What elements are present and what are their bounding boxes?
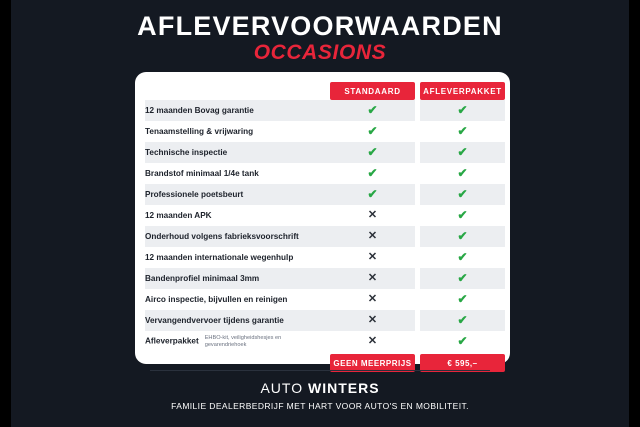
table-row (145, 331, 505, 352)
standaard-mark (330, 226, 415, 247)
table-row (145, 226, 505, 247)
check-icon: ✔ (367, 124, 378, 138)
table-row (145, 184, 505, 205)
feature-label: 12 maanden internationale wegenhulp (145, 253, 294, 262)
standaard-mark (330, 163, 415, 184)
check-icon: ✔ (457, 250, 468, 264)
check-icon: ✔ (457, 271, 468, 285)
cross-icon: ✕ (367, 272, 378, 284)
standaard-mark (330, 289, 415, 310)
table-row (145, 205, 505, 226)
cross-icon: ✕ (367, 293, 378, 305)
feature-label: Vervangendvervoer tijdens garantie (145, 310, 330, 331)
feature-label: 12 maanden Bovag garantie (145, 100, 330, 121)
check-icon: ✔ (367, 145, 378, 159)
feature-label: Tenaamstelling & vrijwaring (145, 127, 254, 136)
check-icon: ✔ (367, 166, 378, 180)
afleverpakket-column-header (420, 81, 505, 100)
afleverpakket-label: AFLEVERPAKKET (420, 82, 505, 100)
left-letterbox-bar (0, 0, 11, 427)
standaard-mark (330, 247, 415, 268)
afleverpakket-mark (420, 226, 505, 247)
afleverpakket-mark (420, 163, 505, 184)
check-icon: ✔ (457, 124, 468, 138)
feature-label: Onderhoud volgens fabrieksvoorschrift (145, 226, 330, 247)
cross-icon: ✕ (367, 251, 378, 263)
check-icon: ✔ (367, 187, 378, 201)
afleverpakket-mark (420, 184, 505, 205)
check-icon: ✔ (457, 313, 468, 327)
feature-label: Airco inspectie, bijvullen en reinigen (145, 295, 288, 304)
feature-label: Professionele poetsbeurt (145, 184, 330, 205)
cross-icon: ✕ (367, 314, 378, 326)
standaard-column-header (330, 81, 415, 100)
standaard-mark (330, 184, 415, 205)
check-icon: ✔ (457, 229, 468, 243)
feature-label: Brandstof minimaal 1/4e tank (145, 169, 259, 178)
feature-note: EHBO-kit, veiligheidshesjes en gevarendriehoek (204, 335, 282, 348)
check-icon: ✔ (457, 292, 468, 306)
afleverpakket-mark (420, 289, 505, 310)
feature-label (145, 331, 330, 352)
table-row (145, 142, 505, 163)
check-icon: ✔ (367, 103, 378, 117)
feature-label: Technische inspectie (145, 142, 330, 163)
afleverpakket-mark (420, 205, 505, 226)
table-body (145, 100, 505, 352)
table-row (145, 247, 505, 268)
table-row (145, 310, 505, 331)
standaard-mark (330, 331, 415, 352)
poster-header (0, 0, 640, 64)
brand-name-bold: WINTERS (307, 380, 380, 396)
afleverpakket-mark (420, 100, 505, 121)
standaard-mark (330, 310, 415, 331)
right-letterbox-bar (629, 0, 640, 427)
check-icon: ✔ (457, 103, 468, 117)
footer-divider (150, 370, 490, 371)
check-icon: ✔ (457, 187, 468, 201)
afleverpakket-mark (420, 247, 505, 268)
afleverpakket-mark (420, 331, 505, 352)
check-icon: ✔ (457, 166, 468, 180)
table-header (145, 81, 505, 100)
afleverpakket-mark (420, 310, 505, 331)
check-icon: ✔ (457, 334, 468, 348)
standaard-price-badge: GEEN MEERPRIJS (330, 354, 415, 372)
brand-tagline: FAMILIE DEALERBEDRIJF MET HART VOOR AUTO'S EN MOBILITEIT. (171, 401, 469, 411)
standaard-mark (330, 142, 415, 163)
standaard-mark (330, 268, 415, 289)
standaard-mark (330, 205, 415, 226)
brand-name (0, 380, 640, 396)
check-icon: ✔ (457, 208, 468, 222)
comparison-table (145, 81, 505, 374)
brand-name-light: AUTO (260, 380, 308, 396)
afleverpakket-mark (420, 268, 505, 289)
poster-footer (0, 380, 640, 411)
afleverpakket-mark (420, 142, 505, 163)
feature-label-text: Afleverpakket (145, 336, 199, 346)
comparison-card (135, 72, 510, 368)
table-row (145, 289, 505, 310)
cross-icon: ✕ (367, 230, 378, 242)
page-title: AFLEVERVOORWAARDEN (137, 11, 503, 41)
afleverpakket-mark (420, 121, 505, 142)
standaard-label: STANDAARD (330, 82, 415, 100)
standaard-mark (330, 121, 415, 142)
check-icon: ✔ (457, 145, 468, 159)
cross-icon: ✕ (367, 335, 378, 347)
page-subtitle: OCCASIONS (253, 41, 387, 65)
table-row (145, 121, 505, 142)
afleverpakket-price-badge: € 595,– (420, 354, 505, 372)
table-row (145, 268, 505, 289)
feature-label: Bandenprofiel minimaal 3mm (145, 268, 330, 289)
feature-column-header (145, 81, 330, 100)
cross-icon: ✕ (367, 209, 378, 221)
standaard-mark (330, 100, 415, 121)
table-row (145, 100, 505, 121)
feature-label: 12 maanden APK (145, 211, 212, 220)
table-row (145, 163, 505, 184)
